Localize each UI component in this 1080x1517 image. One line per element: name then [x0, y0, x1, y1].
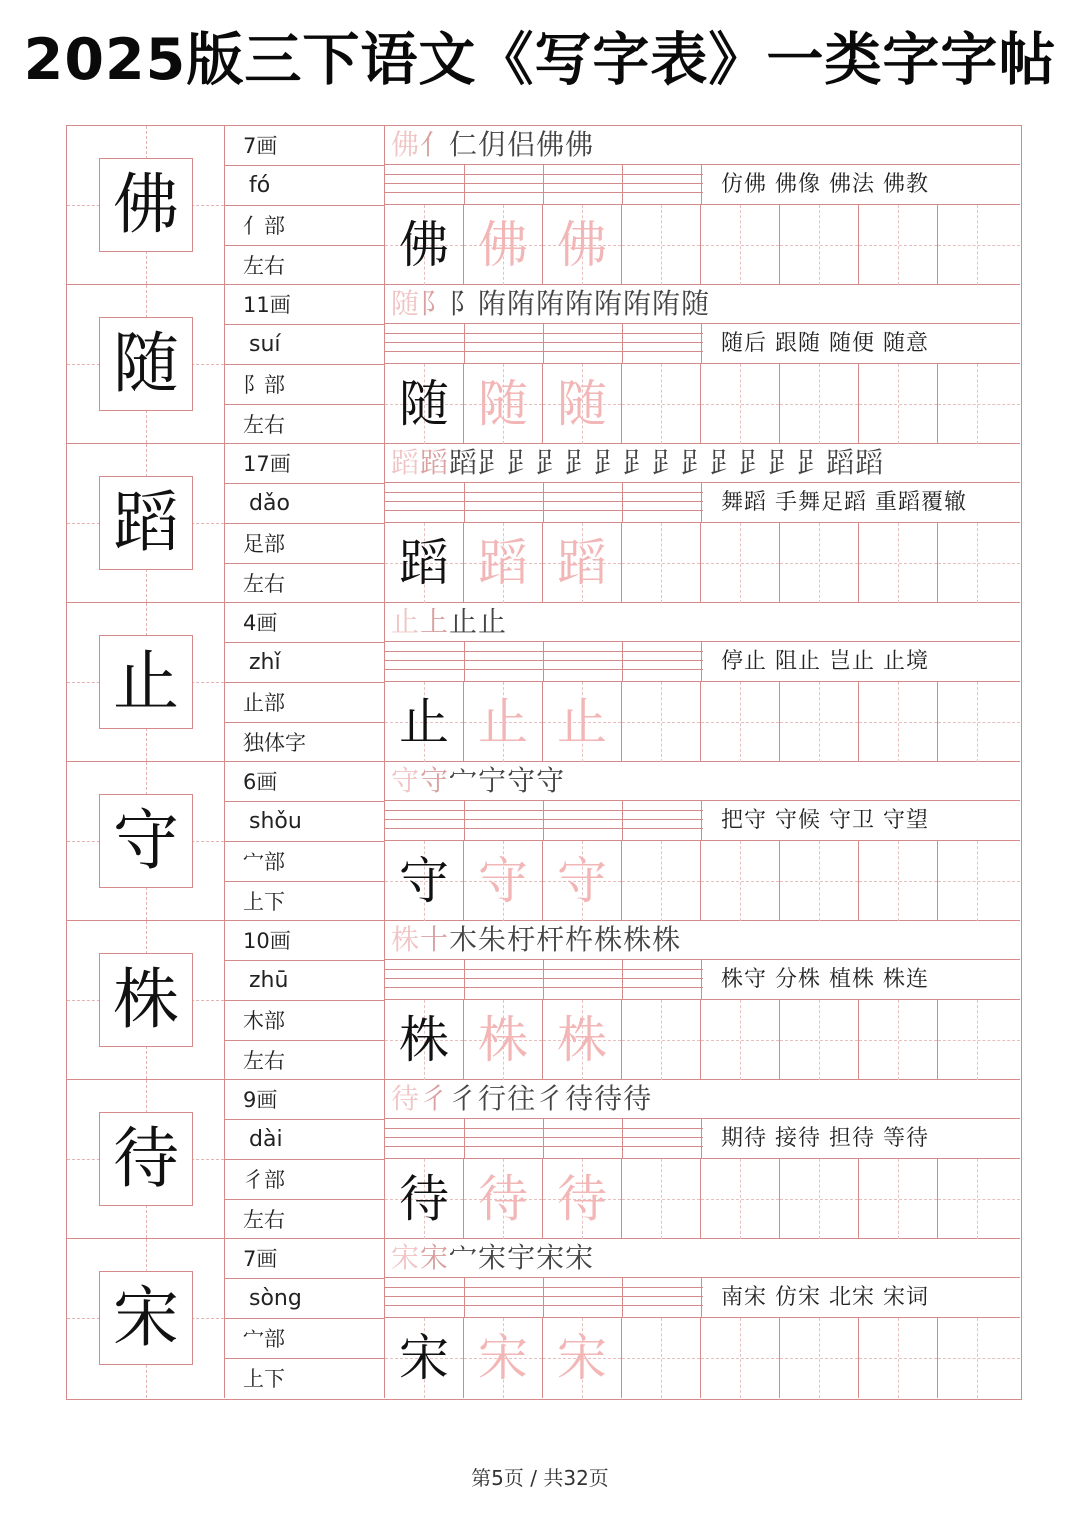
writing-cell-blank	[622, 1318, 701, 1398]
writing-cell-blank	[859, 682, 938, 762]
stroke-count: 4画	[225, 603, 384, 643]
writing-cell-sample	[464, 364, 543, 444]
pinyin-words-row	[385, 1119, 1020, 1159]
stroke-step: 陏	[623, 287, 653, 320]
example-words: 株守 分株 植株 株连	[721, 967, 929, 992]
pinyin-lines	[385, 1278, 703, 1317]
structure: 左右	[243, 1208, 285, 1232]
pinyin: fó	[225, 166, 384, 206]
stroke-step: 宋	[478, 1241, 508, 1274]
stroke-step: 木	[449, 923, 479, 956]
char-row	[67, 603, 1020, 762]
trace-char: 止	[478, 693, 528, 751]
writing-grid	[385, 841, 1020, 921]
stroke-step: 𧾷	[681, 446, 711, 479]
char-info	[225, 921, 385, 1079]
model-char: 蹈	[99, 476, 193, 570]
trace-char: 随	[478, 375, 528, 433]
practice-area	[385, 1080, 1020, 1238]
pinyin: dài	[225, 1120, 384, 1160]
stroke-step: 蹈	[855, 446, 885, 479]
stroke-step: 株	[594, 923, 624, 956]
writing-cell-blank	[859, 1000, 938, 1080]
pinyin: zhū	[225, 961, 384, 1001]
char-row	[67, 1080, 1020, 1239]
char-info	[225, 1239, 385, 1398]
stroke-order-row	[385, 1239, 1020, 1278]
writing-cell-sample	[385, 841, 464, 921]
example-words: 期待 接待 担待 等待	[721, 1126, 929, 1151]
radical: 亻部	[225, 206, 384, 246]
pinyin-words-row	[385, 483, 1020, 523]
trace-char: 待	[478, 1170, 528, 1228]
writing-cell-sample	[464, 841, 543, 921]
writing-cell-blank	[859, 205, 938, 285]
writing-cell-sample	[464, 205, 543, 285]
trace-char: 蹈	[557, 534, 607, 592]
radical: 足部	[225, 524, 384, 564]
pinyin-lines	[385, 324, 703, 363]
stroke-step: 守	[536, 764, 566, 797]
writing-cell-blank	[859, 523, 938, 603]
stroke-step: 陏	[536, 287, 566, 320]
stroke-step: 陏	[565, 287, 595, 320]
model-char-cell	[67, 444, 225, 602]
writing-cell-sample	[385, 1318, 464, 1398]
writing-grid	[385, 364, 1020, 444]
writing-cell-sample	[385, 1159, 464, 1239]
trace-char: 待	[557, 1170, 607, 1228]
structure: 左右	[243, 254, 285, 278]
radical: 彳部	[225, 1160, 384, 1200]
stroke-step: 蹈	[420, 446, 450, 479]
stroke-order-row	[385, 285, 1020, 324]
radical: 木部	[225, 1001, 384, 1041]
trace-char: 株	[478, 1011, 528, 1069]
stroke-order-row	[385, 1080, 1020, 1119]
writing-cell-blank	[622, 682, 701, 762]
pinyin-lines	[385, 165, 703, 204]
stroke-step: 彳	[449, 1082, 479, 1115]
model-char: 待	[99, 1112, 193, 1206]
writing-cell-blank	[622, 1159, 701, 1239]
writing-cell-sample	[543, 1318, 622, 1398]
writing-cell-blank	[938, 682, 1020, 762]
char-row	[67, 444, 1020, 603]
writing-cell-blank	[780, 1318, 859, 1398]
writing-cell-blank	[701, 1318, 780, 1398]
sample-char: 株	[399, 1011, 449, 1069]
stroke-step: 株	[623, 923, 653, 956]
writing-cell-sample	[385, 682, 464, 762]
model-char: 宋	[99, 1271, 193, 1365]
stroke-order-row	[385, 921, 1020, 960]
stroke-order	[391, 287, 710, 321]
stroke-step: 𧾷	[739, 446, 769, 479]
char-row	[67, 762, 1020, 921]
writing-cell-blank	[701, 523, 780, 603]
writing-cell-blank	[780, 205, 859, 285]
writing-cell-blank	[938, 1000, 1020, 1080]
writing-grid	[385, 1159, 1020, 1239]
writing-cell-sample	[543, 841, 622, 921]
stroke-step: 𧾷	[652, 446, 682, 479]
trace-char: 宋	[478, 1329, 528, 1387]
writing-cell-blank	[622, 841, 701, 921]
stroke-step: 守	[507, 764, 537, 797]
char-info	[225, 444, 385, 602]
stroke-step: 陏	[594, 287, 624, 320]
model-char: 守	[99, 794, 193, 888]
stroke-step: 𧾷	[768, 446, 798, 479]
writing-cell-sample	[543, 205, 622, 285]
pinyin: suí	[225, 325, 384, 365]
stroke-step: 待	[594, 1082, 624, 1115]
sample-char: 宋	[399, 1329, 449, 1387]
writing-cell-blank	[780, 841, 859, 921]
stroke-step: 仴	[478, 128, 508, 161]
sample-char: 佛	[399, 216, 449, 274]
char-info	[225, 126, 385, 284]
trace-char: 随	[557, 375, 607, 433]
stroke-step: 𧾷	[565, 446, 595, 479]
stroke-step: 宋	[565, 1241, 595, 1274]
stroke-step: 阝	[449, 287, 479, 320]
stroke-step: 株	[652, 923, 682, 956]
stroke-count: 9画	[225, 1080, 384, 1120]
pinyin-lines	[385, 960, 703, 999]
example-words: 舞蹈 手舞足蹈 重蹈覆辙	[721, 490, 967, 515]
model-char-cell	[67, 762, 225, 920]
char-row	[67, 1239, 1020, 1398]
stroke-step: 𧾷	[797, 446, 827, 479]
char-row	[67, 126, 1020, 285]
writing-cell-blank	[780, 1000, 859, 1080]
stroke-order	[391, 128, 594, 162]
stroke-step: 陏	[652, 287, 682, 320]
practice-area	[385, 285, 1020, 443]
stroke-step: 𧾷	[536, 446, 566, 479]
radical: 阝部	[225, 365, 384, 405]
example-words: 随后 跟随 随便 随意	[721, 331, 929, 356]
stroke-step: 行	[478, 1082, 508, 1115]
model-char-cell	[67, 1080, 225, 1238]
stroke-step: 𧾷	[507, 446, 537, 479]
stroke-step: 蹈	[449, 446, 479, 479]
model-char: 佛	[99, 158, 193, 252]
sample-char: 止	[399, 693, 449, 751]
stroke-step: 侣	[507, 128, 537, 161]
stroke-count: 11画	[225, 285, 384, 325]
writing-cell-sample	[385, 205, 464, 285]
pinyin-words-row	[385, 801, 1020, 841]
writing-cell-blank	[938, 1159, 1020, 1239]
writing-cell-blank	[780, 682, 859, 762]
stroke-step: 株	[391, 923, 421, 956]
stroke-order	[391, 764, 565, 798]
writing-cell-sample	[464, 682, 543, 762]
trace-char: 守	[557, 852, 607, 910]
radical: 止部	[225, 683, 384, 723]
model-char-cell	[67, 921, 225, 1079]
model-char-cell	[67, 1239, 225, 1398]
writing-grid	[385, 682, 1020, 762]
char-info	[225, 762, 385, 920]
example-words: 南宋 仿宋 北宋 宋词	[721, 1285, 929, 1310]
writing-grid	[385, 1318, 1020, 1398]
writing-cell-blank	[938, 205, 1020, 285]
structure: 左右	[243, 572, 285, 596]
stroke-order-row	[385, 603, 1020, 642]
writing-cell-sample	[543, 1000, 622, 1080]
writing-cell-sample	[385, 523, 464, 603]
stroke-step: 陏	[507, 287, 537, 320]
writing-cell-blank	[859, 1159, 938, 1239]
stroke-count: 10画	[225, 921, 384, 961]
stroke-step: 待	[623, 1082, 653, 1115]
structure: 左右	[243, 413, 285, 437]
char-info	[225, 1080, 385, 1238]
writing-cell-blank	[622, 1000, 701, 1080]
writing-cell-blank	[938, 1318, 1020, 1398]
stroke-step: 上	[420, 605, 450, 638]
stroke-step: 宀	[449, 1241, 479, 1274]
stroke-step: 亻	[420, 128, 450, 161]
pinyin: sòng	[225, 1279, 384, 1319]
practice-area	[385, 444, 1020, 602]
stroke-step: 蹈	[391, 446, 421, 479]
stroke-step: 佛	[391, 128, 421, 161]
stroke-step: 宇	[507, 1241, 537, 1274]
stroke-step: 往	[507, 1082, 537, 1115]
stroke-step: 宁	[478, 764, 508, 797]
stroke-step: 佛	[536, 128, 566, 161]
stroke-step: 杅	[507, 923, 537, 956]
model-char-cell	[67, 603, 225, 761]
stroke-count: 17画	[225, 444, 384, 484]
writing-grid	[385, 205, 1020, 285]
trace-char: 佛	[557, 216, 607, 274]
stroke-step: 待	[391, 1082, 421, 1115]
stroke-order-row	[385, 126, 1020, 165]
stroke-step: 彳	[536, 1082, 566, 1115]
model-char: 株	[99, 953, 193, 1047]
writing-cell-blank	[622, 205, 701, 285]
page-number: 第5页 / 共32页	[471, 1466, 609, 1490]
char-row	[67, 921, 1020, 1080]
stroke-step: 止	[478, 605, 508, 638]
writing-cell-blank	[938, 523, 1020, 603]
writing-cell-sample	[464, 523, 543, 603]
pinyin: zhǐ	[225, 643, 384, 683]
writing-cell-sample	[543, 682, 622, 762]
writing-cell-blank	[701, 841, 780, 921]
practice-area	[385, 126, 1020, 284]
stroke-step: 蹈	[826, 446, 856, 479]
pinyin-words-row	[385, 165, 1020, 205]
stroke-step: 守	[391, 764, 421, 797]
pinyin-lines	[385, 1119, 703, 1158]
stroke-order	[391, 1082, 652, 1116]
pinyin-words-row	[385, 642, 1020, 682]
char-info	[225, 603, 385, 761]
stroke-count: 7画	[225, 1239, 384, 1279]
trace-char: 宋	[557, 1329, 607, 1387]
trace-char: 株	[557, 1011, 607, 1069]
sample-char: 蹈	[399, 534, 449, 592]
writing-cell-sample	[385, 1000, 464, 1080]
stroke-step: 朱	[478, 923, 508, 956]
writing-grid	[385, 523, 1020, 603]
pinyin: shǒu	[225, 802, 384, 842]
pinyin: dǎo	[225, 484, 384, 524]
stroke-step: 彳	[420, 1082, 450, 1115]
stroke-order	[391, 605, 507, 639]
stroke-step: 宋	[420, 1241, 450, 1274]
writing-cell-blank	[859, 841, 938, 921]
pinyin-words-row	[385, 324, 1020, 364]
stroke-step: 仁	[449, 128, 479, 161]
stroke-step: 佛	[565, 128, 595, 161]
example-words: 停止 阻止 岂止 止境	[721, 649, 929, 674]
writing-cell-blank	[622, 523, 701, 603]
model-char-cell	[67, 285, 225, 443]
sample-char: 待	[399, 1170, 449, 1228]
writing-cell-blank	[701, 364, 780, 444]
writing-grid	[385, 1000, 1020, 1080]
writing-cell-blank	[622, 364, 701, 444]
stroke-step: 杵	[565, 923, 595, 956]
example-words: 仿佛 佛像 佛法 佛教	[721, 172, 929, 197]
sample-char: 守	[399, 852, 449, 910]
stroke-step: 𧾷	[594, 446, 624, 479]
stroke-order	[391, 923, 681, 957]
trace-char: 佛	[478, 216, 528, 274]
stroke-step: 随	[681, 287, 711, 320]
structure: 独体字	[243, 731, 306, 755]
char-info	[225, 285, 385, 443]
stroke-count: 6画	[225, 762, 384, 802]
practice-area	[385, 921, 1020, 1079]
practice-sheet	[66, 125, 1022, 1400]
model-char: 随	[99, 317, 193, 411]
model-char-cell	[67, 126, 225, 284]
pinyin-lines	[385, 801, 703, 840]
stroke-step: 陏	[478, 287, 508, 320]
writing-cell-blank	[701, 205, 780, 285]
stroke-step: 待	[565, 1082, 595, 1115]
writing-cell-sample	[464, 1159, 543, 1239]
stroke-step: 十	[420, 923, 450, 956]
radical: 宀部	[225, 1319, 384, 1359]
writing-cell-blank	[780, 1159, 859, 1239]
practice-area	[385, 603, 1020, 761]
writing-cell-sample	[385, 364, 464, 444]
stroke-step: 𧾷	[478, 446, 508, 479]
writing-cell-sample	[464, 1318, 543, 1398]
stroke-step: 止	[391, 605, 421, 638]
writing-cell-blank	[780, 364, 859, 444]
structure: 上下	[243, 1367, 285, 1391]
writing-cell-sample	[543, 1159, 622, 1239]
example-words: 把守 守候 守卫 守望	[721, 808, 929, 833]
radical: 宀部	[225, 842, 384, 882]
stroke-order	[391, 1241, 594, 1275]
writing-cell-blank	[701, 1159, 780, 1239]
practice-area	[385, 762, 1020, 920]
stroke-step: 阝	[420, 287, 450, 320]
stroke-step: 宀	[449, 764, 479, 797]
stroke-step: 止	[449, 605, 479, 638]
writing-cell-sample	[464, 1000, 543, 1080]
writing-cell-blank	[859, 364, 938, 444]
writing-cell-sample	[543, 523, 622, 603]
writing-cell-blank	[859, 1318, 938, 1398]
stroke-step: 宋	[536, 1241, 566, 1274]
stroke-count: 7画	[225, 126, 384, 166]
stroke-order	[391, 446, 884, 480]
page-title: 2025版三下语文《写字表》一类字字帖	[23, 27, 1057, 93]
pinyin-lines	[385, 483, 703, 522]
stroke-step: 𧾷	[623, 446, 653, 479]
practice-area	[385, 1239, 1020, 1398]
pinyin-words-row	[385, 1278, 1020, 1318]
structure: 左右	[243, 1049, 285, 1073]
stroke-step: 宋	[391, 1241, 421, 1274]
pinyin-words-row	[385, 960, 1020, 1000]
writing-cell-sample	[543, 364, 622, 444]
writing-cell-blank	[701, 682, 780, 762]
stroke-step: 随	[391, 287, 421, 320]
writing-cell-blank	[938, 841, 1020, 921]
writing-cell-blank	[938, 364, 1020, 444]
trace-char: 止	[557, 693, 607, 751]
model-char: 止	[99, 635, 193, 729]
stroke-step: 杆	[536, 923, 566, 956]
trace-char: 守	[478, 852, 528, 910]
stroke-order-row	[385, 444, 1020, 483]
structure: 上下	[243, 890, 285, 914]
stroke-step: 守	[420, 764, 450, 797]
trace-char: 蹈	[478, 534, 528, 592]
char-row	[67, 285, 1020, 444]
writing-cell-blank	[701, 1000, 780, 1080]
writing-cell-blank	[780, 523, 859, 603]
pinyin-lines	[385, 642, 703, 681]
stroke-step: 𧾷	[710, 446, 740, 479]
stroke-order-row	[385, 762, 1020, 801]
sample-char: 随	[399, 375, 449, 433]
